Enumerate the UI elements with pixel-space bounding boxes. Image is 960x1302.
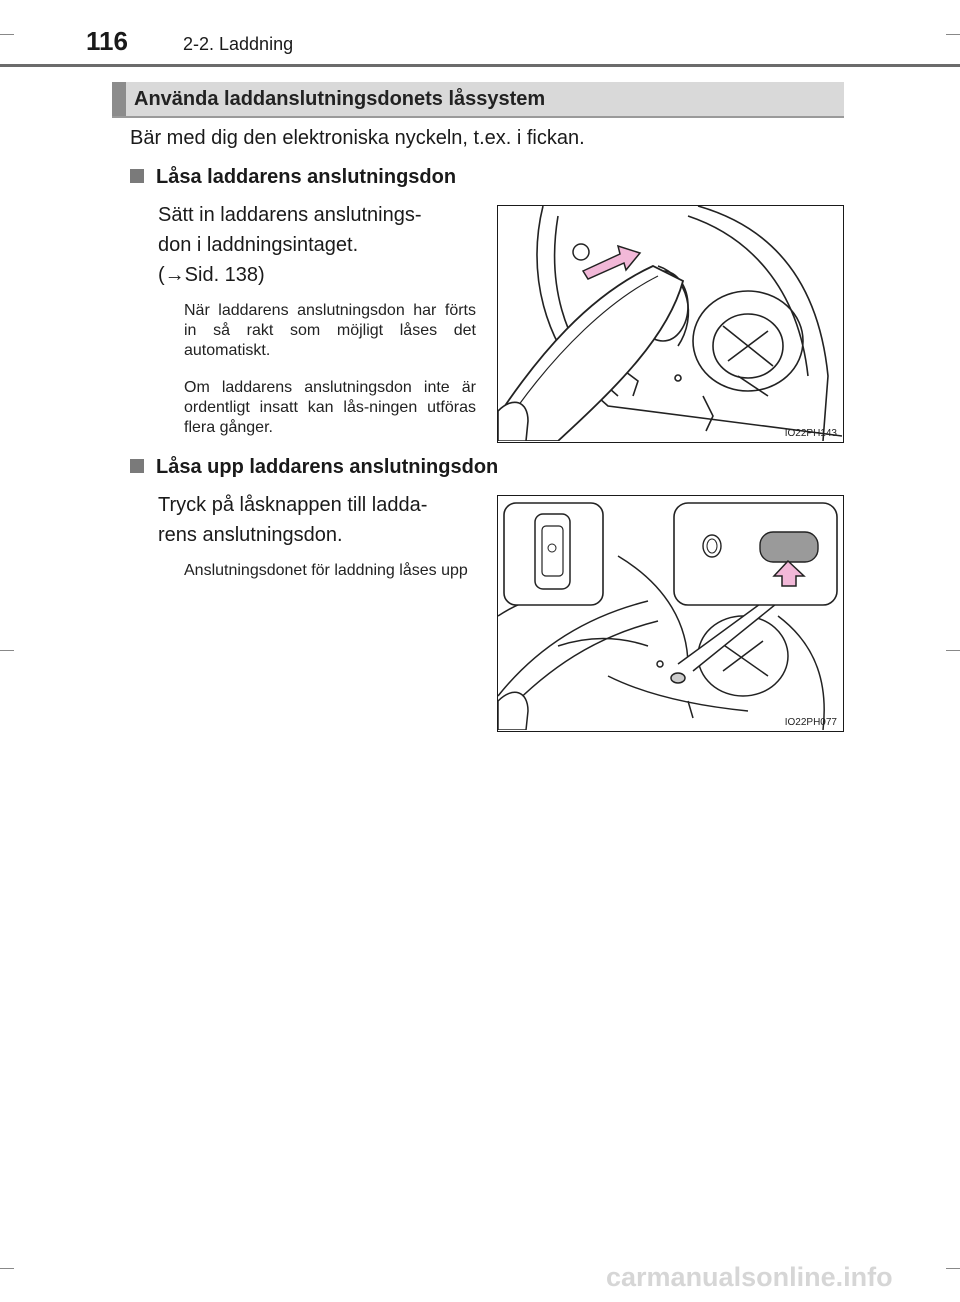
crop-mark (0, 650, 14, 651)
crop-mark (0, 34, 14, 35)
watermark: carmanualsonline.info (606, 1262, 893, 1292)
lock-instruction-line2: don i laddningsintaget. (158, 234, 359, 256)
intro-text: Bär med dig den elektroniska nyckeln, t.ex. i fickan. (130, 127, 585, 149)
lock-heading-text: Låsa laddarens anslutningsdon (156, 166, 457, 188)
unlock-note: Anslutningsdonet för laddning låses upp (184, 562, 468, 579)
unlock-heading-text: Låsa upp laddarens anslutningsdon (156, 456, 499, 478)
section-accent (112, 82, 126, 116)
section-title: Använda laddanslutningsdonets låssystem (134, 88, 546, 110)
lock-reference: (→Sid. 138) (158, 264, 265, 286)
section-header (112, 82, 844, 118)
unlock-instruction-line2: rens anslutningsdon. (158, 524, 343, 546)
crop-mark (946, 34, 960, 35)
figure-lock-connector (497, 205, 844, 443)
lock-button-icon (760, 532, 818, 562)
figure-caption: IO22PH143 (784, 428, 837, 439)
figure-caption: IO22PH077 (784, 717, 837, 728)
bullet-square-icon (130, 459, 144, 473)
unlock-instruction-line1: Tryck på låsknappen till ladda- (158, 494, 428, 516)
page-number: 116 (86, 26, 128, 56)
header-divider (0, 64, 960, 67)
crop-mark (946, 1268, 960, 1269)
lock-note-2: Om laddarens anslutningsdon inte är ordentligt insatt kan lås-ningen utföras flera gånger. (184, 379, 476, 436)
illustration-lock-button (498, 496, 842, 730)
unlock-heading (130, 456, 498, 479)
lock-heading (130, 166, 456, 189)
insert-direction-arrow-icon (583, 246, 640, 279)
lock-instruction-line1: Sätt in laddarens anslutnings- (158, 204, 422, 226)
chapter-title: 2-2. Laddning (183, 34, 294, 54)
crop-mark (0, 1268, 14, 1269)
crop-mark (946, 650, 960, 651)
figure-unlock-connector (497, 495, 844, 732)
bullet-square-icon (130, 169, 144, 183)
illustration-charging-connector (498, 206, 842, 441)
lock-note-1: När laddarens anslutningsdon har förts in så rakt som möjligt låses det automatiskt. (184, 302, 476, 359)
